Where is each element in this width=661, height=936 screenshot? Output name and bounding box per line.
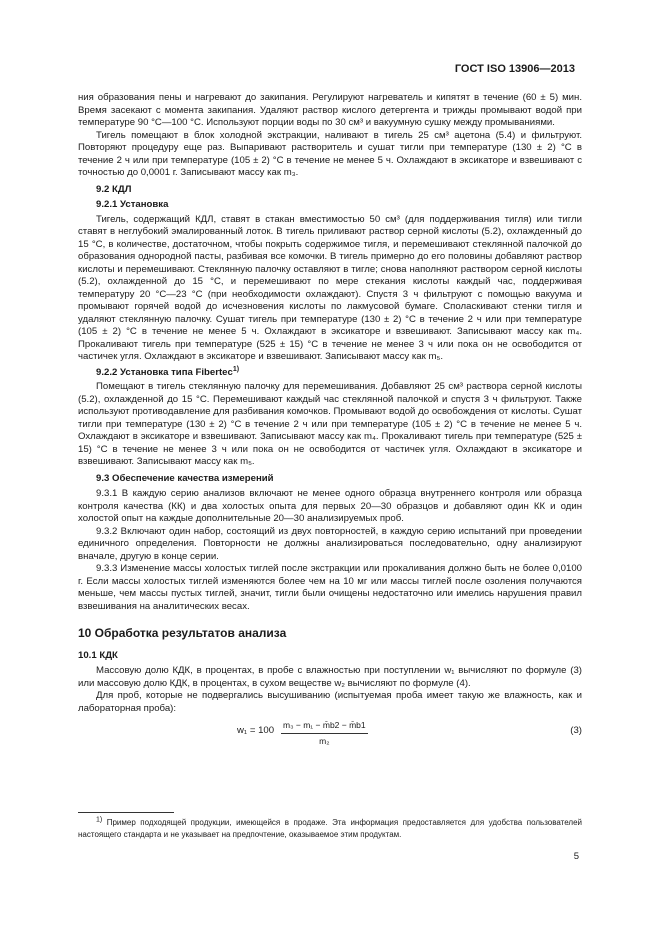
formula-denominator: m₂ (319, 735, 330, 746)
paragraph: Помещают в тигель стеклянную палочку для перемешивания. Добавляют 25 см³ раствора серной кислоты (5.2), охлажденной до 15 °С. Перемешивают каждый час стеклянной палочкой и спустя 3 ч фильтруют. Также используют противодавление для разбивания комочков. Промывают водой до освобождения от кислоты. Сушат тигли при температуре (130 ± 2) °С в течение 2 ч или при температуре (105 ± 2) °С в течение не менее 5 ч. Охлаждают в эксикаторе и взвешивают. Записывают массу как m₄. Прокаливают тигель при температуре (525 ± 15) °С в течение не менее 3 ч или пока он не освободится от частичек угля. Охлаждают в эксикаторе и взвешивают. Записывают массу как m₅. (78, 381, 582, 467)
paragraph: ния образования пены и нагревают до закипания. Регулируют нагреватель и кипятят в течение (60 ± 5) мин. Время засекают с момента закипания. Удаляют раствор кислого детергента и трижды промывают водой при температуре 90 °С—100 °С. Используют порции воды по 30 см³ и вакуумную сушку между промываниями. (78, 92, 582, 128)
formula-lhs: w₁ = 100 (237, 725, 275, 736)
formula-number: (3) (570, 725, 582, 736)
document-header: ГОСТ ISO 13906—2013 (454, 63, 575, 75)
footnote-marker: 1) (96, 816, 103, 824)
section-heading-10-1: 10.1 КДК (78, 649, 118, 661)
section-heading-9-2: 9.2 КДЛ (96, 183, 132, 195)
page-number: 5 (573, 851, 579, 862)
footnote-divider (78, 812, 174, 813)
page-body (78, 92, 582, 753)
section-heading-9-3: 9.3 Обеспечение качества измерений (96, 472, 274, 484)
footnote-ref: 1) (232, 365, 240, 373)
paragraph: Для проб, которые не подвергались высушиванию (испытуемая проба имеет такую же влажность, как и лабораторная проба): (78, 690, 582, 714)
formula-fraction (281, 719, 368, 747)
paragraph: Массовую долю КДК, в процентах, в пробе с влажностью при поступлении w₁ вычисляют по формуле (3) или массовую долю КДК, в процентах, в сухом веществе w₂ вычисляют по формуле (4). (78, 665, 582, 689)
footnote (78, 817, 582, 840)
formula-numerator: m₃ − m₁ − m̄b2 − m̄b1 (281, 719, 368, 734)
formula-3 (78, 719, 582, 753)
paragraph: 9.3.3 Изменение массы холостых тиглей после экстракции или прокаливания должно быть не более 0,0100 г. Если массы холостых тиглей изменяются более чем на 10 мг или массы тиглей после озоления получаются меньше, чем массы пустых тиглей, значит, тигли были очищены недостаточно или имелись нарушения правил взвешивания на аналитических весах. (78, 563, 582, 612)
footnote-text: Пример подходящей продукции, имеющейся в продаже. Эта информация предоставляется для удобства пользователей настоящего стандарта и не указывает на предпочтение, оказываемое этим продуктам. (78, 818, 582, 839)
paragraph: Тигель помещают в блок холодной экстракции, наливают в тигель 25 см³ ацетона (5.4) и фильтруют. Повторяют процедуру еще раз. Выпаривают растворитель и сушат тигли при температуре (130 ± 2) °С в течение 2 ч или при температуре (105 ± 2) °С в течение не менее 5 ч. Охлаждают в эксикаторе и взвешивают с точностью до 0,0001 г. Записывают массу как m₃. (78, 129, 582, 178)
paragraph: 9.3.1 В каждую серию анализов включают не менее одного образца внутреннего контроля или образца контроля качества (КК) и два холостых опыта для первых 20—30 образцов и добавляют один КК и один холостой опыт на каждые дополнительные 20—30 анализируемых проб. (78, 488, 582, 524)
subsection-heading-9-2-1: 9.2.1 Установка (96, 199, 169, 210)
chapter-heading-10: 10 Обработка результатов анализа (78, 626, 287, 640)
heading-text: 9.2.2 Установка типа Fibertec (96, 366, 233, 378)
paragraph: Тигель, содержащий КДЛ, ставят в стакан вместимостью 50 см³ (для поддерживания тигля) или тигли ставят в неглубокий эмалированный лоток. В тигель приливают раствор серной кислоты (5.2), охлажденный до 15 °С, в количестве, достаточном, чтобы покрыть содержимое тигля, и перемешивают стеклянной палочкой до образования однородной пасты, разбивая все комочки. В тигель примерно до его половины добавляют раствор кислоты и перемешивают. Стеклянную палочку оставляют в тигле; снова наполняют раствором серной кислоты (5.2), охлажденной до 15 °С, и перемешивают по мере стекания кислоты каждый час, поддерживая температуру 20 °С—23 °С (при необходимости охлаждают). Спустя 3 ч фильтруют с помощью вакуума и промывают горячей водой до исчезновения кислоты по лакмусовой бумаге. Споласкивают стенки тигля и удаляют стеклянную палочку. Сушат тигель при температуре (130 ± 2) °С в течение 2 ч или при температуре (105 ± 2) °С в течение не менее 5 ч. Охлаждают в эксикаторе и взвешивают. Записывают массу как m₄. Прокаливают тигель при температуре (525 ± 15) °С в течение не менее 3 ч или пока он не освободится от частичек угля. Охлаждают в эксикаторе и взвешивают. Записывают массу как m₅. (78, 213, 582, 362)
subsection-heading-9-2-2 (78, 367, 582, 380)
paragraph: 9.3.2 Включают один набор, состоящий из двух повторностей, в каждую серию испытаний при проведении единичного определения. Повторности не должны анализироваться последовательно, одну анализируют вначале, другую в конце серии. (78, 525, 582, 562)
